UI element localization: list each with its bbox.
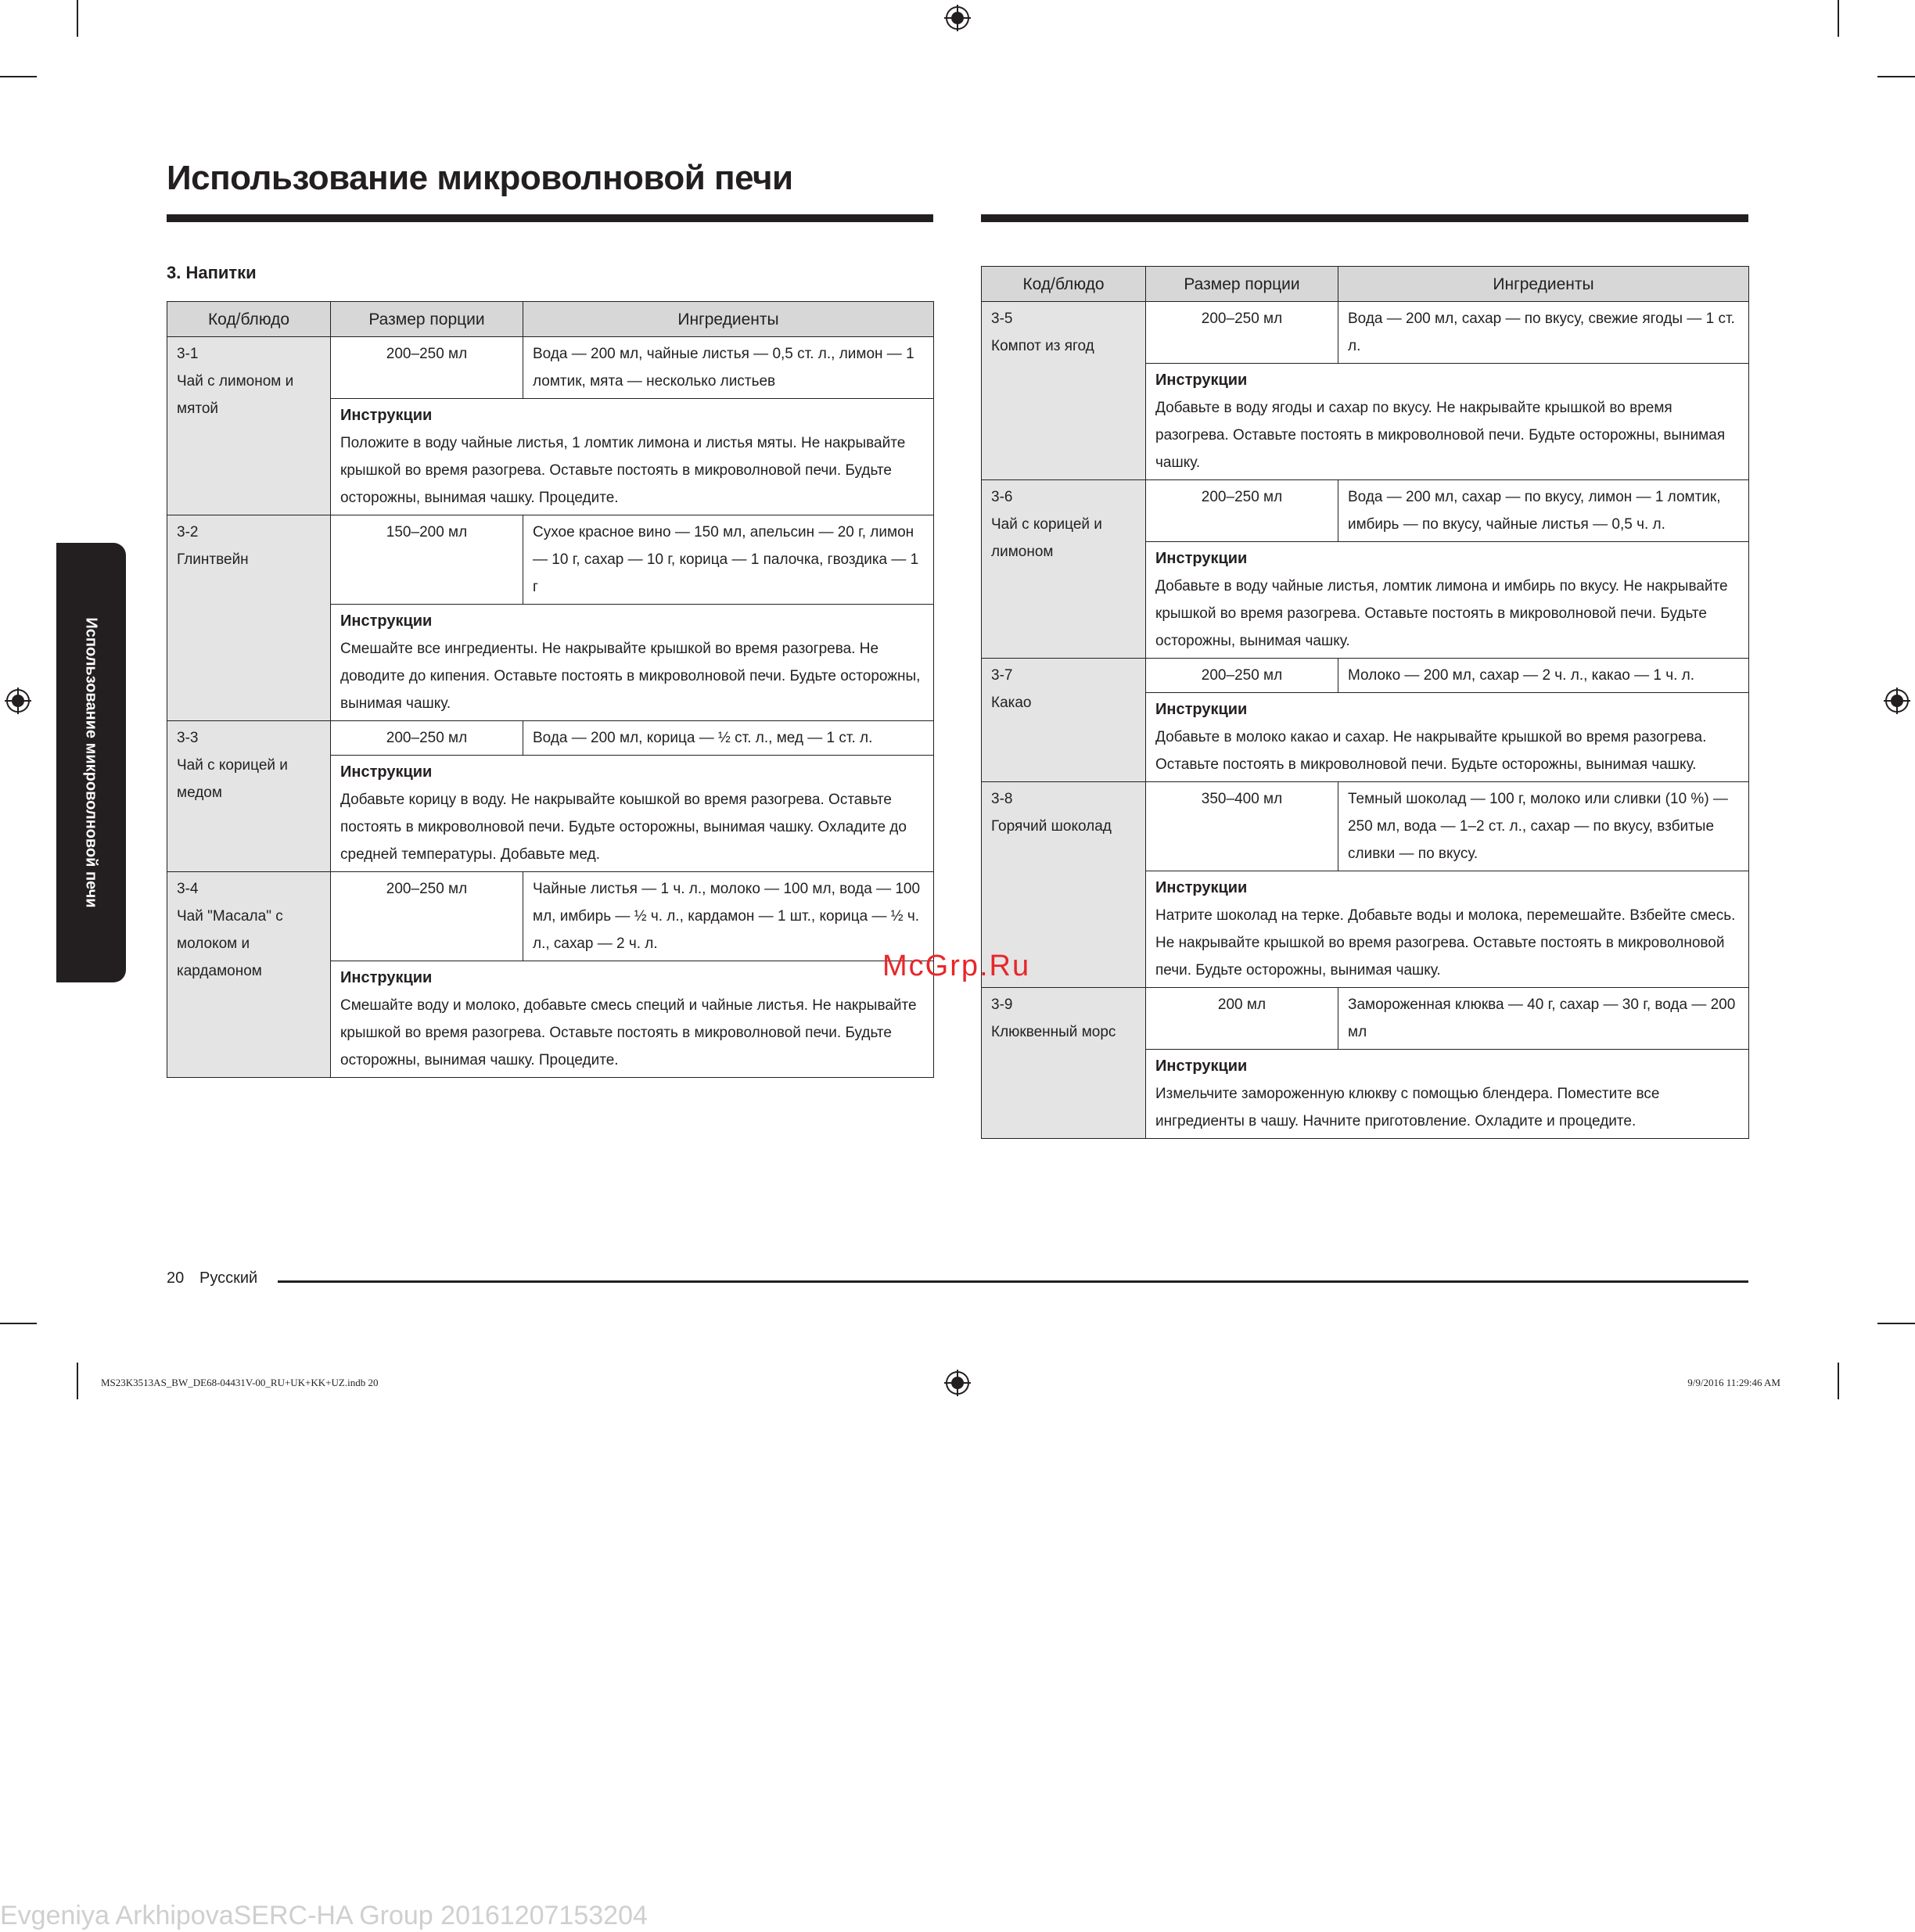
header-portion: Размер порции [331,302,523,337]
crop-mark [1838,1363,1839,1399]
header-code: Код/блюдо [982,267,1146,302]
instructions-cell [1146,871,1749,988]
instructions-label: Инструкции [1155,701,1248,718]
table-row [982,988,1749,1050]
instructions-cell [1146,364,1749,480]
table-row [167,337,934,399]
portion-cell: 150–200 мл [331,515,523,605]
bottom-stamp: Evgeniya ArkhipovaSERC-HA Group 20161207153204 [0,1901,648,1930]
instructions-text: Добавьте в воду чайные листья, ломтик лимона и имбирь по вкусу. Не накрывайте крышкой во время разогрева. Оставьте постоять в микроволновой печи. Будьте осторожны, вынимая чашку. [1155,578,1728,649]
recipe-dish: Какао [991,695,1032,711]
recipes-table-right [981,266,1749,1139]
instructions-text: Смешайте все ингредиенты. Не накрывайте крышкой во время разогрева. Не доводите до кипения. Оставьте постоять в микроволновой печи. Будьте осторожны, вынимая чашку. [340,641,921,712]
crop-mark [1838,0,1839,37]
crop-mark [77,0,78,37]
recipe-code: 3-8 [991,791,1013,807]
recipe-code: 3-1 [177,346,199,362]
instructions-cell [331,961,934,1078]
instructions-text: Добавьте корицу в воду. Не накрывайте кoышкой во время разогрева. Оставьте постоять в микроволновой печи. Будьте осторожны, вынимая чашку. Охладите до средней температуры. Добавьте мед. [340,792,907,863]
table-row [167,721,934,756]
code-cell [982,302,1146,480]
page-title: Использование микроволновой печи [167,159,793,197]
recipes-table-left [167,301,934,1078]
table-row [982,782,1749,871]
instructions-label: Инструкции [1155,1058,1248,1075]
recipe-code: 3-2 [177,524,199,540]
code-cell [982,659,1146,782]
instructions-label: Инструкции [340,612,433,630]
registration-mark-icon [944,5,971,31]
title-rule-left [167,214,933,222]
table-row [167,515,934,605]
crop-mark [0,1323,37,1324]
code-cell [167,721,331,872]
instructions-label: Инструкции [340,763,433,781]
instructions-cell [1146,1050,1749,1139]
crop-mark [1877,1323,1915,1324]
header-code: Код/блюдо [167,302,331,337]
instructions-text: Натрите шоколад на терке. Добавьте воды и молока, перемешайте. Взбейте смесь. Не накрывайте крышкой во время разогрева. Оставьте постоять в микроволновой печи. Будьте осторожны, вынимая чашку. [1155,907,1736,979]
portion-cell: 200–250 мл [1146,302,1338,364]
section-title: 3. Напитки [167,263,257,282]
footer-rule [278,1280,1748,1283]
recipe-dish: Горячий шоколад [991,818,1112,835]
instructions-label: Инструкции [1155,372,1248,389]
print-slug-timestamp: 9/9/2016 11:29:46 AM [1687,1377,1780,1388]
portion-cell: 200–250 мл [1146,480,1338,542]
portion-cell: 200–250 мл [331,721,523,756]
table-row [982,659,1749,693]
instructions-label: Инструкции [340,969,433,986]
instructions-cell [331,399,934,515]
recipe-code: 3-5 [991,311,1013,327]
portion-cell: 200–250 мл [1146,659,1338,693]
header-ingredients: Ингредиенты [523,302,934,337]
recipe-dish: Глинтвейн [177,551,249,568]
recipe-dish: Компот из ягод [991,338,1094,354]
title-rule-right [981,214,1748,222]
header-ingredients: Ингредиенты [1338,267,1749,302]
table-row [982,480,1749,542]
ingredients-cell: Вода — 200 мл, сахар — по вкусу, лимон — 1 ломтик, имбирь — по вкусу, чайные листья — 0,5 ч. л. [1338,480,1749,542]
recipe-dish: Чай с лимоном и мятой [177,373,294,417]
table-row [982,302,1749,364]
instructions-label: Инструкции [1155,550,1248,567]
crop-mark [1877,76,1915,77]
page-language: Русский [199,1269,258,1287]
code-cell [167,515,331,721]
ingredients-cell: Вода — 200 мл, корица — ½ ст. л., мед — 1 ст. л. [523,721,934,756]
registration-mark-icon [1884,688,1910,714]
portion-cell: 200 мл [1146,988,1338,1050]
crop-mark [0,76,37,77]
header-portion: Размер порции [1146,267,1338,302]
code-cell [982,988,1146,1139]
ingredients-cell: Вода — 200 мл, чайные листья — 0,5 ст. л., лимон — 1 ломтик, мята — несколько листьев [523,337,934,399]
page-number: 20 [167,1269,185,1287]
recipe-dish: Клюквенный морс [991,1024,1116,1040]
ingredients-cell: Молоко — 200 мл, сахар — 2 ч. л., какао — 1 ч. л. [1338,659,1749,693]
registration-mark-icon [5,688,31,714]
instructions-text: Положите в воду чайные листья, 1 ломтик лимона и листья мяты. Не накрывайте крышкой во время разогрева. Оставьте постоять в микроволновой печи. Будьте осторожны, вынимая чашку. Процедите. [340,435,906,506]
recipe-code: 3-7 [991,667,1013,684]
ingredients-cell: Сухое красное вино — 150 мл, апельсин — 20 г, лимон — 10 г, сахар — 10 г, корица — 1 палочка, гвоздика — 1 г [523,515,934,605]
instructions-cell [1146,542,1749,659]
code-cell [167,872,331,1078]
portion-cell: 200–250 мл [331,337,523,399]
ingredients-cell: Замороженная клюква — 40 г, сахар — 30 г, вода — 200 мл [1338,988,1749,1050]
registration-mark-icon [944,1370,971,1396]
instructions-text: Добавьте в молоко какао и сахар. Не накрывайте крышкой во время разогрева. Оставьте постоять в микроволновой печи. Будьте осторожны, вынимая чашку. [1155,729,1707,773]
recipe-code: 3-9 [991,997,1013,1013]
instructions-cell [331,605,934,721]
recipe-code: 3-6 [991,489,1013,505]
recipe-dish: Чай с корицей и лимоном [991,516,1102,560]
portion-cell: 350–400 мл [1146,782,1338,871]
code-cell [167,337,331,515]
recipe-code: 3-3 [177,730,199,746]
instructions-text: Добавьте в воду ягоды и сахар по вкусу. Не накрывайте крышкой во время разогрева. Оставьте постоять в микроволновой печи. Будьте осторожны, вынимая чашку. [1155,400,1726,471]
table-row [167,872,934,961]
ingredients-cell: Чайные листья — 1 ч. л., молоко — 100 мл, вода — 100 мл, имбирь — ½ ч. л., кардамон — 1 шт., корица — ½ ч. л., сахар — 2 ч. л. [523,872,934,961]
portion-cell: 200–250 мл [331,872,523,961]
recipe-dish: Чай "Масала" с молоком и кардамоном [177,908,283,979]
ingredients-cell: Темный шоколад — 100 г, молоко или сливки (10 %) — 250 мл, вода — 1–2 ст. л., сахар — по вкусу, взбитые сливки — по вкусу. [1338,782,1749,871]
table-header-row [167,302,934,337]
table-header-row [982,267,1749,302]
print-slug-file: MS23K3513AS_BW_DE68-04431V-00_RU+UK+KK+UZ.indb 20 [101,1377,379,1388]
crop-mark [77,1363,78,1399]
instructions-label: Инструкции [340,407,433,424]
instructions-cell [331,756,934,872]
side-tab-label: Использование микроволновой печи [82,617,100,908]
code-cell [982,480,1146,659]
site-watermark: McGrp.Ru [882,950,1031,982]
instructions-text: Измельчите замороженную клюкву с помощью блендера. Поместите все ингредиенты в чашу. Начните приготовление. Охладите и процедите. [1155,1086,1660,1129]
instructions-text: Смешайте воду и молоко, добавьте смесь специй и чайные листья. Не накрывайте крышкой во время разогрева. Оставьте постоять в микроволновой печи. Будьте осторожны, вынимая чашку. Процедите. [340,997,917,1068]
ingredients-cell: Вода — 200 мл, сахар — по вкусу, свежие ягоды — 1 ст. л. [1338,302,1749,364]
recipe-code: 3-4 [177,881,199,897]
recipe-dish: Чай с корицей и медом [177,757,288,801]
instructions-cell [1146,693,1749,782]
instructions-label: Инструкции [1155,879,1248,896]
